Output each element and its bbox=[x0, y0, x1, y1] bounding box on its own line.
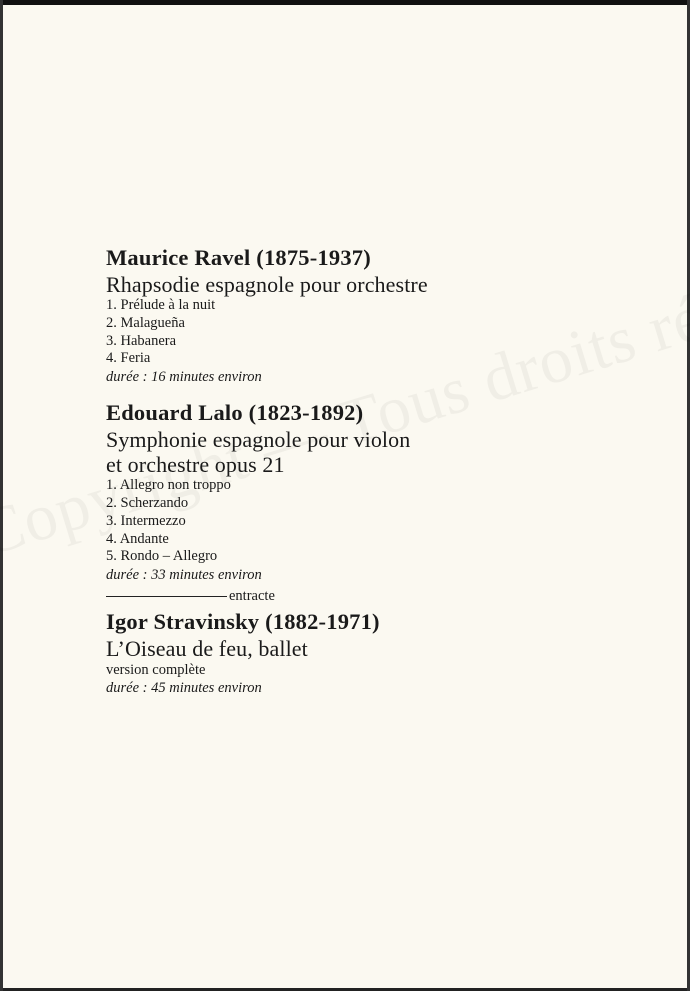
movement-item: 3. Habanera bbox=[106, 332, 177, 349]
work-title: Symphonie espagnole pour violon bbox=[106, 427, 411, 453]
movement-list bbox=[106, 297, 666, 368]
movement-list bbox=[106, 477, 666, 566]
movement-item: 2. Scherzando bbox=[106, 494, 189, 511]
movement-item: 5. Rondo – Allegro bbox=[106, 548, 218, 565]
movement-item: 2. Malagueña bbox=[106, 314, 185, 331]
intermission-rule bbox=[106, 596, 227, 597]
work-title-continued: et orchestre opus 21 bbox=[106, 452, 285, 478]
intermission-divider bbox=[106, 586, 666, 606]
work-title: Rhapsodie espagnole pour orchestre bbox=[106, 272, 428, 297]
movement-item: 4. Andante bbox=[106, 530, 169, 547]
work-title: L’Oiseau de feu, ballet bbox=[106, 636, 308, 662]
piece-stravinsky bbox=[106, 608, 666, 697]
composer-name: Edouard Lalo (1823-1892) bbox=[106, 400, 364, 426]
movement-item: 4. Feria bbox=[106, 350, 151, 367]
movement-item: 3. Intermezzo bbox=[106, 512, 186, 529]
duration-text: durée : 33 minutes environ bbox=[106, 567, 262, 584]
duration-text: durée : 45 minutes environ bbox=[106, 680, 262, 697]
intermission-label: entracte bbox=[229, 588, 275, 605]
scan-edge-top bbox=[0, 0, 690, 5]
composer-name: Maurice Ravel (1875-1937) bbox=[106, 245, 371, 270]
program-content bbox=[106, 244, 666, 697]
movement-item: 1. Prélude à la nuit bbox=[106, 297, 216, 313]
composer-name: Igor Stravinsky (1882-1971) bbox=[106, 609, 380, 635]
movement-item: 1. Allegro non troppo bbox=[106, 477, 231, 494]
version-text: version complète bbox=[106, 662, 206, 679]
piece-ravel bbox=[106, 244, 666, 386]
piece-lalo bbox=[106, 399, 666, 584]
duration-text: durée : 16 minutes environ bbox=[106, 369, 262, 386]
scan-edge-left bbox=[0, 0, 3, 991]
